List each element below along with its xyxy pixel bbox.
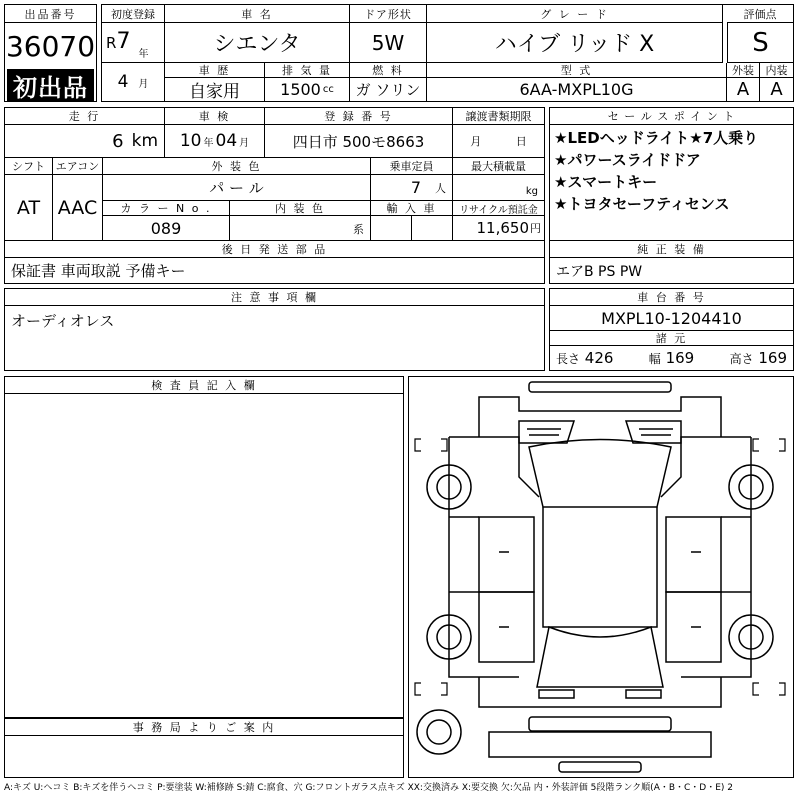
office-box <box>4 718 404 778</box>
legend-text: A:キズ U:ヘコミ B:キズを伴うヘコミ P:要塗装 W:補修跡 S:錆 C:腐食、穴 G:フロントガラス点キズ XX:交換済み X:要交換 欠:欠品 内・外装評価 5段階ランク順(A・B・C・D・E) 2 <box>4 783 734 793</box>
sales-points-label: セ ー ル ス ポ イ ン ト <box>550 108 793 125</box>
ext-color-value: パ ー ル <box>103 175 371 201</box>
equipment-box <box>549 240 794 284</box>
ext-score-value: A <box>727 78 760 101</box>
inspector-label: 検 査 員 記 入 欄 <box>5 377 403 394</box>
inspection-year-unit: 年 <box>203 137 214 149</box>
history-label: 車 歴 <box>165 63 265 78</box>
color-no-value: 089 <box>103 216 230 240</box>
color-no-label: カ ラ ー N o . <box>103 201 230 216</box>
shift-value: AT <box>5 175 53 240</box>
notes-box <box>4 288 545 371</box>
rating-label: 評価点 <box>727 5 793 23</box>
ext-color-label: 外 装 色 <box>103 158 371 175</box>
later-parts-box <box>4 240 545 284</box>
fuel-value: ガ ソリン <box>350 78 427 101</box>
transfer-day-unit: 日 <box>515 135 527 148</box>
shift-label: シフト <box>5 158 53 175</box>
first-reg-month: 4 <box>117 72 129 92</box>
chassis-value: MXPL10-1204410 <box>550 306 793 331</box>
dim-length-value: 426 <box>584 349 614 367</box>
dims-label: 諸 元 <box>550 331 793 346</box>
car-name-label: 車 名 <box>165 5 350 23</box>
rating-value: S <box>727 23 793 63</box>
aircon-label: エアコン <box>53 158 103 175</box>
import-cell-b <box>412 216 453 240</box>
first-reg-year-cell <box>102 23 165 63</box>
sales-point-item: ★パワースライドドア <box>554 151 701 169</box>
transfer-month-unit: 月 <box>470 135 482 148</box>
later-parts-value: 保証書 車両取説 予備キー <box>11 262 186 280</box>
capacity-value: 7 <box>410 178 421 197</box>
int-score-label: 内装 <box>760 63 793 78</box>
capacity-unit: 人 <box>435 181 446 195</box>
recycle-label: リサイクル預託金 <box>453 201 544 216</box>
capacity-cell <box>371 175 453 201</box>
first-reg-label: 初度登録 <box>102 5 165 23</box>
chassis-box <box>549 288 794 371</box>
model-label: 型 式 <box>427 63 727 78</box>
dim-width <box>649 349 694 367</box>
inspection-month-unit: 月 <box>239 137 250 149</box>
inspector-box <box>4 376 404 718</box>
dims-row <box>550 346 793 370</box>
car-body-diagram <box>409 377 793 777</box>
inspection-year: 10 <box>179 131 202 151</box>
first-listing-badge: 初出品 <box>7 69 94 101</box>
aircon-value: AAC <box>53 175 103 240</box>
int-color-cell <box>230 216 371 240</box>
capacity-label: 乗車定員 <box>371 158 453 175</box>
max-load-cell <box>453 175 544 201</box>
max-load-unit: kg <box>525 186 538 197</box>
reg-no-label: 登 録 番 号 <box>265 108 453 125</box>
inspection-cell <box>165 125 265 158</box>
dim-length <box>556 349 613 367</box>
era: R <box>106 34 117 52</box>
notes-value: オーディオレス <box>11 311 115 330</box>
equipment-value: エアB PS PW <box>556 263 643 280</box>
car-diagram-box <box>408 376 794 778</box>
mileage-label: 走 行 <box>5 108 165 125</box>
mileage-value: 6 <box>112 130 124 152</box>
office-label: 事 務 局 よ り ご 案 内 <box>5 719 403 736</box>
inspection-label: 車 検 <box>165 108 265 125</box>
int-color-label: 内 装 色 <box>230 201 371 216</box>
displacement-label: 排 気 量 <box>265 63 350 78</box>
dim-height <box>730 349 787 367</box>
mileage-unit: km <box>131 131 158 151</box>
notes-label: 注 意 事 項 欄 <box>5 289 544 306</box>
door-label: ドア形状 <box>350 5 427 23</box>
sales-point-item: ★スマートキー <box>554 173 658 191</box>
chassis-label: 車 台 番 号 <box>550 289 793 306</box>
history-value: 自家用 <box>165 78 265 101</box>
year-unit: 年 <box>138 49 149 60</box>
grade-value: ハイブ リッド X <box>427 23 723 63</box>
dim-width-label: 幅 <box>648 352 661 366</box>
dim-length-label: 長さ <box>556 352 581 366</box>
grade-label: グ レ ー ド <box>427 5 723 23</box>
int-color-unit: 系 <box>353 223 364 236</box>
int-score-value: A <box>770 79 783 100</box>
sales-point-item: ★トヨタセーフティセンス <box>554 195 730 213</box>
displacement-cell <box>265 78 350 101</box>
transfer-docs-label: 譲渡書類期限 <box>453 108 544 125</box>
dim-width-value: 169 <box>665 349 695 367</box>
reg-no-value: 四日市 500モ8663 <box>265 125 453 158</box>
transfer-docs-cell <box>453 125 544 158</box>
dim-height-value: 169 <box>758 349 787 367</box>
door-value: 5W <box>350 23 427 63</box>
inspection-month: 04 <box>215 131 238 151</box>
recycle-unit: 円 <box>530 222 541 235</box>
later-parts-label: 後 日 発 送 部 品 <box>5 241 544 258</box>
recycle-cell <box>453 216 544 240</box>
dim-height-label: 高さ <box>729 352 754 366</box>
recycle-value: 11,650 <box>476 219 529 237</box>
fuel-label: 燃 料 <box>350 63 427 78</box>
displacement-value: 1500 <box>280 80 321 99</box>
sales-points-box <box>549 107 794 241</box>
displacement-unit: cc <box>322 84 334 95</box>
month-unit: 月 <box>138 78 149 90</box>
model-value: 6AA-MXPL10G <box>427 78 727 101</box>
first-reg-year: 7 <box>116 29 131 54</box>
import-label: 輸 入 車 <box>371 201 453 216</box>
ext-score-label: 外装 <box>727 63 760 78</box>
first-reg-month-cell <box>102 63 165 101</box>
lot-label: 出品番号 <box>5 5 96 23</box>
mileage-cell <box>5 125 165 158</box>
import-cell-a <box>371 216 412 240</box>
sales-points-list <box>554 127 758 215</box>
car-name-value: シエンタ <box>165 23 350 63</box>
lot-box <box>4 4 97 102</box>
equipment-label: 純 正 装 備 <box>550 241 793 258</box>
lot-number: 36070 <box>5 29 96 63</box>
max-load-label: 最大積載量 <box>453 158 544 175</box>
sales-point-item: ★LEDヘッドライト★7人乗り <box>554 129 759 147</box>
